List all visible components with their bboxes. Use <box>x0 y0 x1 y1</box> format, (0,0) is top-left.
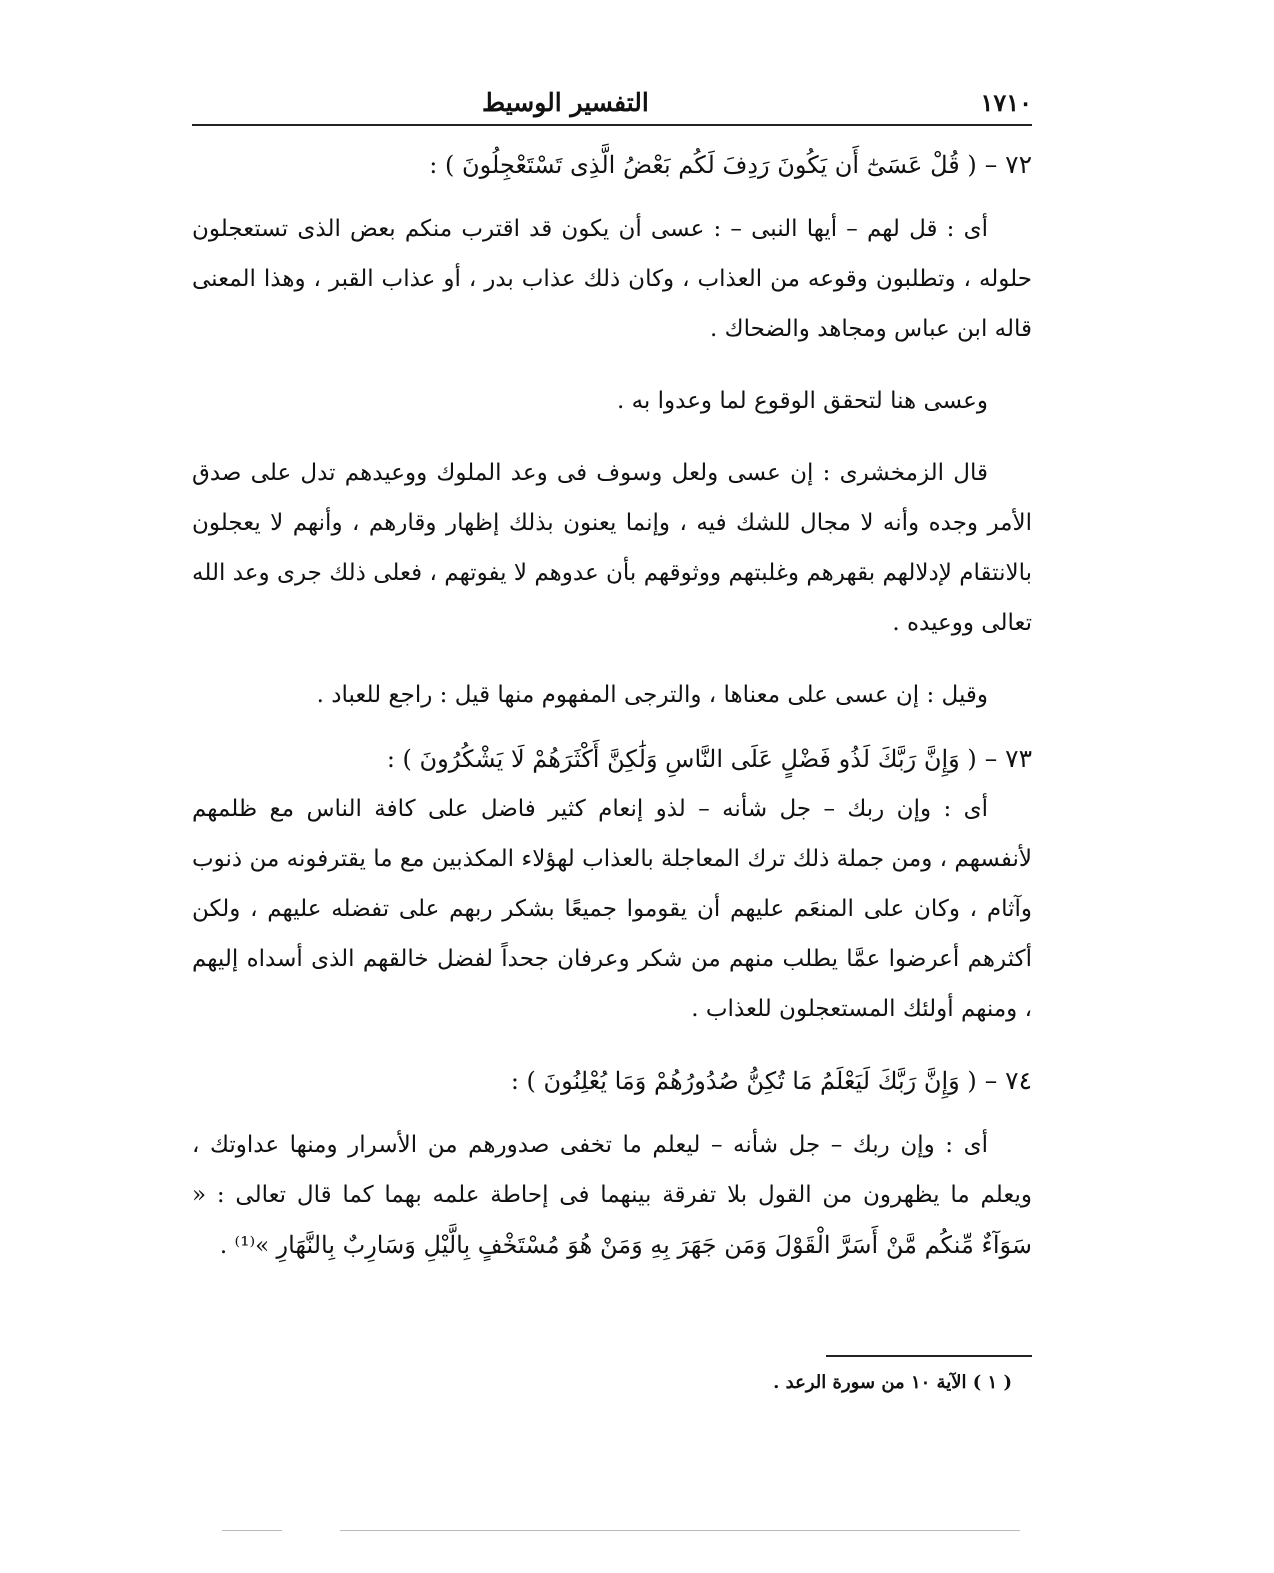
verse-74-number: ٧٤ – <box>984 1066 1032 1095</box>
book-title: التفسير الوسيط <box>482 87 649 117</box>
verse-74-text: ( وَإِنَّ رَبَّكَ لَيَعْلَمُ مَا تُكِنُّ صُدُورُهُمْ وَمَا يُعْلِنُونَ ) : <box>510 1067 977 1095</box>
bottom-scan-line-left <box>222 1530 282 1531</box>
paragraph-4: وقيل : إن عسى على معناها ، والترجى المفهوم منها قيل : راجع للعباد . <box>316 682 988 708</box>
page-number: ١٧١٠ <box>980 87 1032 117</box>
verse-74-heading <box>192 1056 1032 1106</box>
verse-73-heading <box>192 734 1032 784</box>
paragraph-3: قال الزمخشرى : إن عسى ولعل وسوف فى وعد الملوك ووعيدهم تدل على صدق الأمر وجده وأنه لا مجال للشك فيه ، وإنما يعنون بذلك إظهار وقارهم ، وأنهم لا يعجلون بالانتقام لإدلالهم بقهرهم وغلبتهم ووثوقهم بأن عدوهم لا يفوتهم ، فعلى ذلك جرى وعد الله تعالى ووعيده . <box>192 460 1032 636</box>
paragraph-6-text: أى : وإن ربك – جل شأنه – ليعلم ما تخفى صدورهم من الأسرار ومنها عداوتك ، ويعلم ما يظهرون من القول بلا تفرقة بينهما فى إحاطة علمه بهما كما قال تعالى : « <box>192 1132 1032 1208</box>
paragraph-6-quran-quote: سَوَآءٌ مِّنكُم مَّنْ أَسَرَّ الْقَوْلَ وَمَن جَهَرَ بِهِ وَمَنْ هُوَ مُسْتَخْفٍ بِالَّيْلِ وَسَارِبٌ بِالنَّهَارِ <box>276 1231 1032 1259</box>
verse-72-number: ٧٢ – <box>984 150 1032 179</box>
page-header <box>192 82 1032 122</box>
verse-72-heading <box>192 140 1032 190</box>
footnote: ( ١ ) الآية ١٠ من سورة الرعد . <box>773 1372 1012 1393</box>
header-divider <box>192 124 1032 126</box>
page-body <box>192 140 1032 1271</box>
paragraph-1: أى : قل لهم – أيها النبى – : عسى أن يكون قد اقترب منكم بعض الذى تستعجلون حلوله ، وتطلبون وقوعه من العذاب ، وكان ذلك عذاب بدر ، أو عذاب القبر ، وهذا المعنى قاله ابن عباس ومجاهد والضحاك . <box>192 216 1032 342</box>
paragraph-5: أى : وإن ربك – جل شأنه – لذو إنعام كثير فاضل على كافة الناس مع ظلمهم لأنفسهم ، ومن جملة ذلك ترك المعاجلة بالعذاب لهؤلاء المكذبين مع ما يقترفونه من ذنوب وآثام ، وكان على المنعَم عليهم أن يقوموا جميعًا بشكر ربهم على تفضله عليهم ، ولكن أكثرهم أعرضوا عمَّا يطلب منهم من شكر وعرفان جحداً لفضل خالقهم الذى أسداه إليهم ، ومنهم أولئك المستعجلون للعذاب . <box>192 796 1032 1022</box>
paragraph-2: وعسى هنا لتحقق الوقوع لما وعدوا به . <box>616 388 988 414</box>
verse-73-number: ٧٣ – <box>984 744 1032 773</box>
paragraph-6-end: »⁽¹⁾ . <box>219 1233 270 1259</box>
footnote-divider <box>826 1355 1032 1357</box>
verse-73-text: ( وَإِنَّ رَبَّكَ لَذُو فَضْلٍ عَلَى النَّاسِ وَلَٰكِنَّ أَكْثَرَهُمْ لَا يَشْكُرُونَ ) : <box>386 745 977 773</box>
paragraph-6 <box>192 1120 1032 1271</box>
bottom-scan-line-right <box>340 1530 1020 1531</box>
verse-72-text: ( قُلْ عَسَىٰٓ أَن يَكُونَ رَدِفَ لَكُم بَعْضُ الَّذِى تَسْتَعْجِلُونَ ) : <box>429 151 977 179</box>
